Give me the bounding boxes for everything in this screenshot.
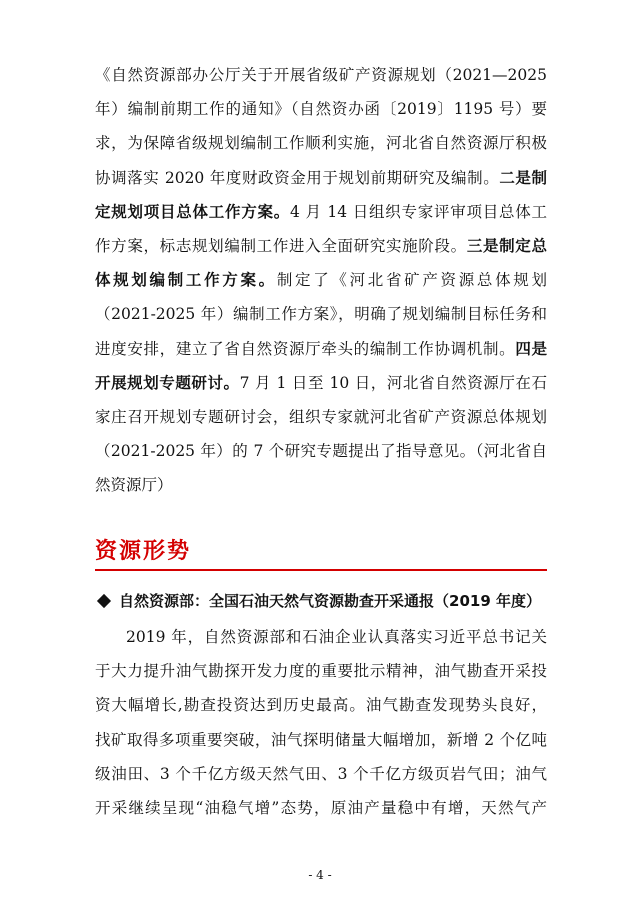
text-line: 于大力提升油气勘探开发力度的重要批示精神，油气勘查开采投 bbox=[95, 662, 547, 681]
text-line: 开采继续呈现“油稳气增”态势，原油产量稳中有增，天然气产 bbox=[95, 798, 547, 817]
text-line bbox=[95, 195, 547, 229]
text-segment: （2021-2025 年）编制工作方案》，明确了规划编制目标任务和 bbox=[95, 305, 547, 324]
text-segment: 年）编制前期工作的通知》（自然资办函〔2019〕1195 号）要 bbox=[95, 100, 547, 119]
bold-text-segment: 四是 bbox=[515, 338, 547, 358]
text-segment: 求，为保障省级规划编制工作顺利实施，河北省自然资源厅积极 bbox=[95, 134, 547, 153]
text-line bbox=[95, 263, 547, 297]
bold-text-segment: 体规划编制工作方案。 bbox=[95, 270, 277, 290]
text-segment: 《自然资源部办公厅关于开展省级矿产资源规划（2021—2025 bbox=[95, 66, 547, 84]
text-segment: 进度安排，建立了省自然资源厅牵头的编制工作协调机制。 bbox=[95, 339, 516, 358]
bold-text-segment: 二是制 bbox=[499, 167, 547, 187]
text-line: 2019 年，自然资源部和石油企业认真落实习近平总书记关 bbox=[126, 628, 547, 646]
body-paragraph-oil-gas bbox=[95, 620, 547, 825]
bold-text-segment: 开展规划专题研讨。 bbox=[95, 372, 240, 392]
text-segment: 然资源厅） bbox=[95, 476, 173, 495]
section-divider bbox=[95, 569, 547, 571]
page-number: - 4 - bbox=[308, 868, 332, 882]
text-segment: （2021-2025 年）的 7 个研究专题提出了指导意见。（河北省自 bbox=[95, 442, 547, 461]
text-line bbox=[95, 400, 547, 434]
diamond-bullet-icon bbox=[97, 594, 111, 608]
text-line bbox=[95, 297, 547, 331]
text-line bbox=[95, 92, 547, 126]
text-line bbox=[95, 229, 547, 263]
section-heading: 资源形势 bbox=[95, 538, 192, 564]
text-line: 资大幅增长,勘查投资达到历史最高。油气勘查发现势头良好， bbox=[95, 696, 547, 715]
body-paragraph-planning bbox=[95, 58, 547, 502]
text-segment: 家庄召开规划专题研讨会，组织专家就河北省矿产资源总体规划 bbox=[95, 407, 547, 426]
text-line bbox=[95, 468, 547, 502]
text-segment: 协调落实 2020 年度财政资金用于规划前期研究及编制。 bbox=[95, 168, 500, 187]
bold-text-segment: 定规划项目总体工作方案。 bbox=[95, 201, 290, 221]
news-item-title bbox=[95, 584, 547, 618]
text-line bbox=[95, 58, 547, 92]
text-line bbox=[95, 126, 547, 160]
text-line bbox=[95, 434, 547, 468]
text-line: 级油田、3 个千亿方级天然气田、3 个千亿方级页岩气田；油气 bbox=[95, 764, 547, 783]
news-title-text: 自然资源部：全国石油天然气资源勘查开采通报（2019 年度） bbox=[119, 592, 541, 610]
bold-text-segment: 三是制定总 bbox=[466, 235, 547, 255]
text-segment: 7 月 1 日至 10 日，河北省自然资源厅在石 bbox=[239, 373, 547, 392]
text-line: 找矿取得多项重要突破，油气探明储量大幅增加，新增 2 个亿吨 bbox=[95, 730, 547, 749]
text-segment: 作方案，标志规划编制工作进入全面研究实施阶段。 bbox=[95, 236, 467, 255]
text-segment: 4 月 14 日组织专家评审项目总体工 bbox=[289, 202, 547, 221]
text-line bbox=[95, 161, 547, 195]
text-line bbox=[95, 366, 547, 400]
text-segment: 制定了《河北省矿产资源总体规划 bbox=[276, 271, 547, 290]
text-line bbox=[95, 332, 547, 366]
